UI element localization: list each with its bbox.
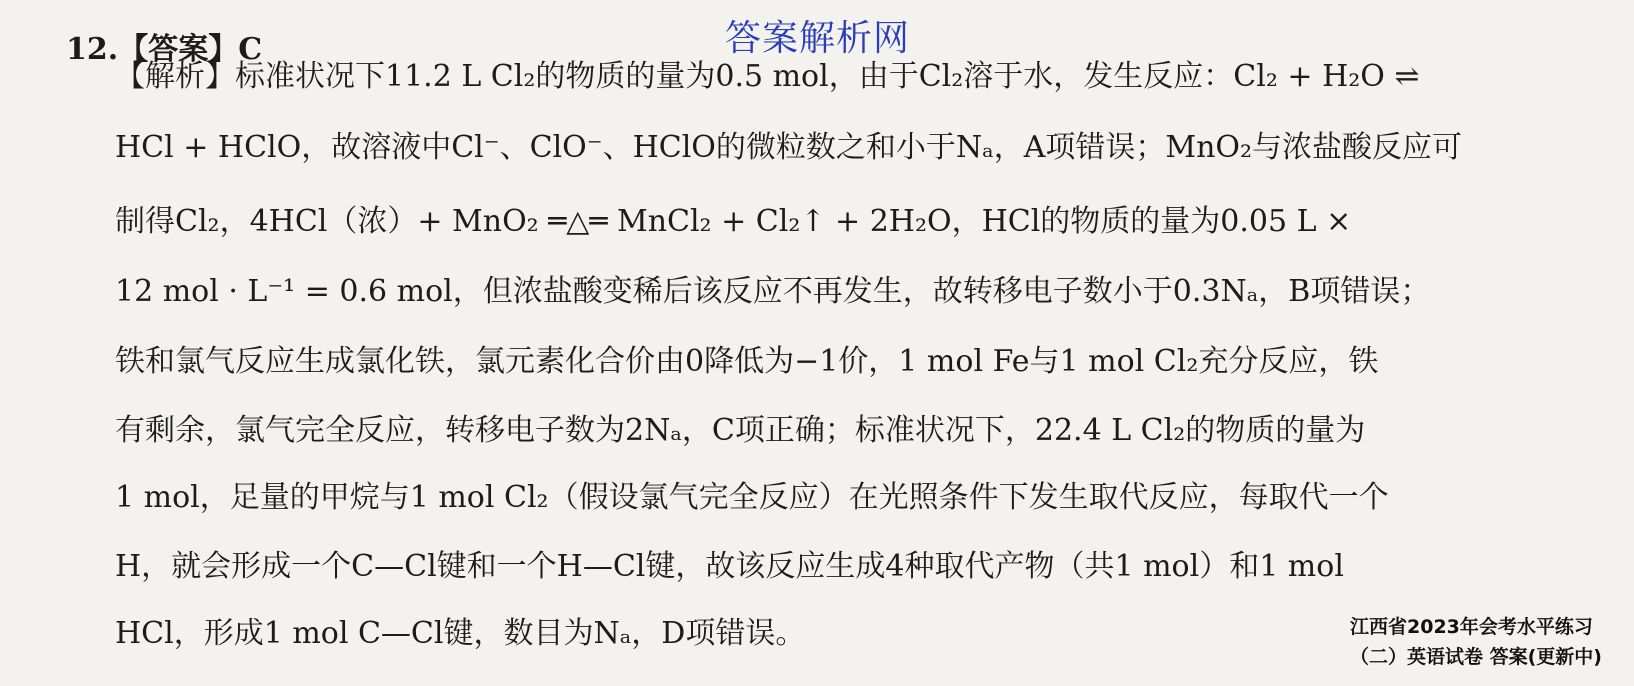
question-number-answer: 12.【答案】C — [66, 32, 263, 67]
analysis-line-6: 有剩余，氯气完全反应，转移电子数为2Nₐ，C项正确；标准状况下，22.4 L Cl₂的物质的量为 — [115, 413, 1366, 448]
analysis-line-8: H，就会形成一个C—Cl键和一个H—Cl键，故该反应生成4种取代产物（共1 mol）和1 mol — [115, 549, 1344, 584]
watermark-text: 答案解析网 — [725, 18, 911, 59]
analysis-line-7: 1 mol，足量的甲烷与1 mol Cl₂（假设氯气完全反应）在光照条件下发生取代反应，每取代一个 — [115, 480, 1389, 515]
footer-link-note[interactable]: 江西省2023年会考水平练习（二）英语试卷 答案(更新中) — [1350, 616, 1602, 668]
analysis-line-3: 制得Cl₂，4HCl（浓）+ MnO₂ ═△═ MnCl₂ + Cl₂↑ + 2H₂O，HCl的物质的量为0.05 L × — [115, 204, 1352, 239]
analysis-line-1: 【解析】标准状况下11.2 L Cl₂的物质的量为0.5 mol，由于Cl₂溶于水，发生反应：Cl₂ + H₂O ⇌ — [115, 59, 1420, 94]
analysis-line-5: 铁和氯气反应生成氯化铁，氯元素化合价由0降低为−1价，1 mol Fe与1 mol Cl₂充分反应，铁 — [115, 344, 1379, 379]
analysis-line-4: 12 mol · L⁻¹ = 0.6 mol，但浓盐酸变稀后该反应不再发生，故转移电子数小于0.3Nₐ，B项错误； — [115, 274, 1431, 309]
analysis-line-2: HCl + HClO，故溶液中Cl⁻、ClO⁻、HClO的微粒数之和小于Nₐ，A项错误；MnO₂与浓盐酸反应可 — [115, 130, 1463, 165]
analysis-line-9: HCl，形成1 mol C—Cl键，数目为Nₐ，D项错误。 — [115, 616, 806, 651]
